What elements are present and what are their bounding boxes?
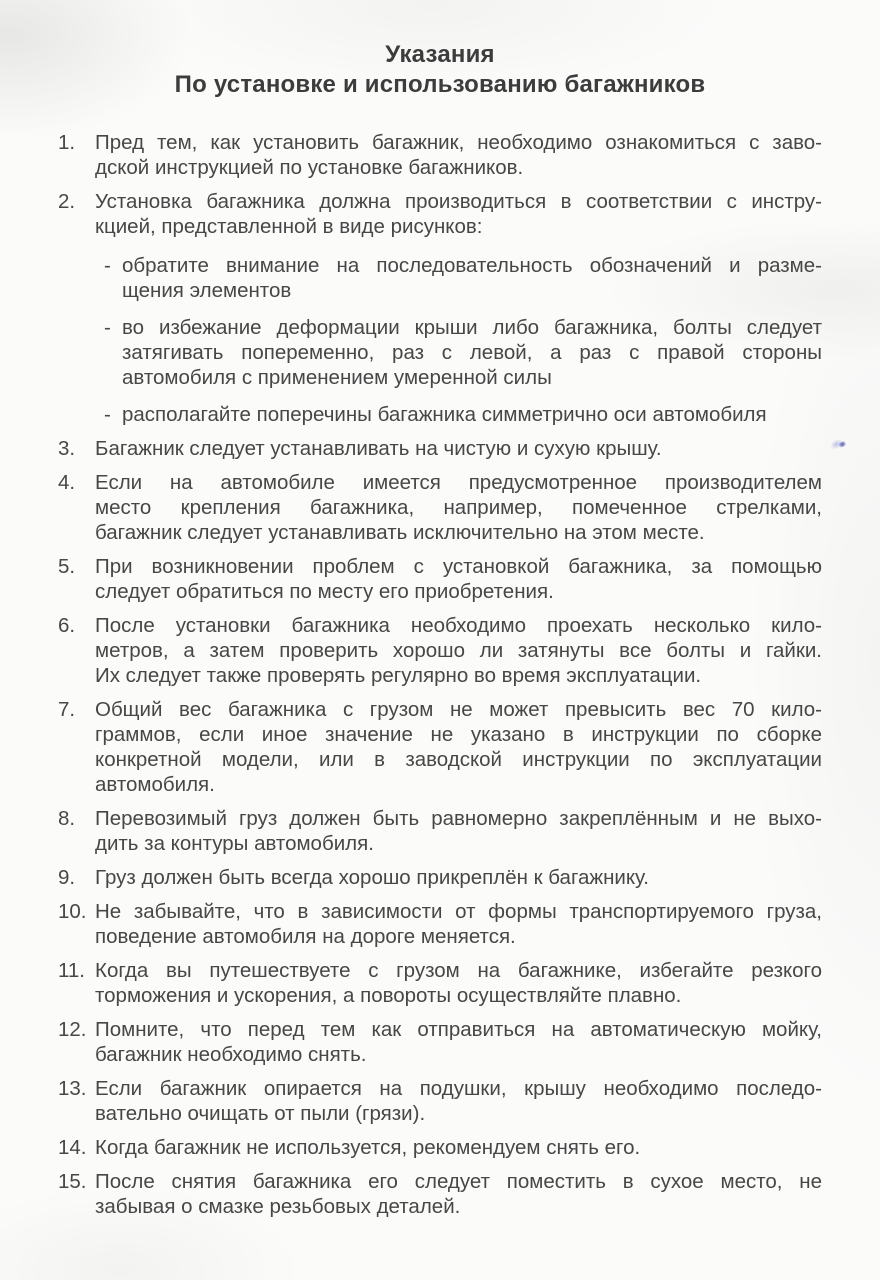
text-line: кцией, представленной в виде рисунков:	[95, 215, 483, 238]
text-line: располагайте поперечины багажника симметрично оси автомобиля	[122, 403, 767, 426]
document-title	[0, 40, 880, 100]
text-line: дской инструкцией по установке багажников.	[95, 156, 524, 179]
item-number: 5.	[58, 555, 76, 578]
text-line: дить за контуры автомобиля.	[95, 832, 374, 855]
item-text	[95, 436, 822, 461]
item-text	[122, 315, 822, 390]
item-number: 2.	[58, 190, 76, 213]
text-line: поведение автомобиля на дороге меняется.	[95, 925, 516, 948]
list-item	[58, 130, 822, 180]
item-text	[122, 253, 822, 303]
text-line: обратите внимание на последовательность обозначений и разме-	[122, 254, 822, 277]
text-line: торможения и ускорения, а повороты осуществляйте плавно.	[95, 984, 682, 1007]
text-line: вательно очищать от пыли (грязи).	[95, 1102, 426, 1125]
item-text	[95, 470, 822, 545]
list-item	[58, 189, 822, 239]
dash-bullet: -	[104, 403, 111, 426]
text-line: Не забывайте, что в зависимости от формы транспортируемого груза,	[95, 900, 822, 923]
text-line: При возникновении проблем с установкой багажника, за помощью	[95, 555, 822, 578]
list-item	[58, 958, 822, 1008]
text-line: метров, а затем проверить хорошо ли затянуты все болты и гайки.	[95, 639, 822, 662]
text-line: затягивать попеременно, раз с левой, а раз с правой стороны	[122, 341, 822, 364]
item-number: 12.	[58, 1018, 87, 1041]
list-item	[58, 436, 822, 461]
item-number: 1.	[58, 131, 76, 154]
list-item	[58, 613, 822, 688]
item-number: 9.	[58, 866, 76, 889]
item-text	[95, 613, 822, 688]
text-line: Перевозимый груз должен быть равномерно закреплённым и не выхо-	[95, 807, 822, 830]
title-line-1: Указания	[385, 41, 495, 68]
text-line: Если на автомобиле имеется предусмотренное производителем	[95, 471, 822, 494]
text-line: автомобиля с применением умеренной силы	[122, 366, 552, 389]
instruction-list	[0, 130, 880, 1219]
item-text	[95, 697, 822, 797]
item-text	[95, 806, 822, 856]
list-item	[58, 806, 822, 856]
text-line: Общий вес багажника с грузом не может превысить вес 70 кило-	[95, 698, 822, 721]
text-line: Пред тем, как установить багажник, необходимо ознакомиться с заво-	[95, 131, 822, 154]
text-line: багажник следует устанавливать исключительно на этом месте.	[95, 521, 705, 544]
list-item	[58, 899, 822, 949]
item-text	[95, 1017, 822, 1067]
item-text	[95, 1076, 822, 1126]
text-line: щения элементов	[122, 279, 292, 302]
list-item	[58, 1169, 822, 1219]
text-line: Когда вы путешествуете с грузом на багажнике, избегайте резкого	[95, 959, 822, 982]
item-text	[122, 402, 822, 427]
item-number: 4.	[58, 471, 76, 494]
item-number: 15.	[58, 1170, 87, 1193]
text-line: Груз должен быть всегда хорошо прикреплён к багажнику.	[95, 866, 649, 889]
sub-item	[104, 253, 822, 303]
item-text	[95, 1169, 822, 1219]
text-line: Если багажник опирается на подушки, крышу необходимо последо-	[95, 1077, 822, 1100]
item-number: 8.	[58, 807, 76, 830]
text-line: Багажник следует устанавливать на чистую и сухую крышу.	[95, 437, 662, 460]
text-line: забывая о смазке резьбовых деталей.	[95, 1195, 461, 1218]
sub-item	[104, 315, 822, 390]
item-number: 10.	[58, 900, 87, 923]
dash-bullet: -	[104, 254, 111, 277]
title-line-2: По установке и использованию багажников	[174, 71, 706, 98]
sub-item	[104, 402, 822, 427]
text-line: во избежание деформации крыши либо багажника, болты следует	[122, 316, 822, 339]
list-item	[58, 697, 822, 797]
item-text	[95, 1135, 822, 1160]
text-line: После снятия багажника его следует поместить в сухое место, не	[95, 1170, 822, 1193]
text-line: После установки багажника необходимо проехать несколько кило-	[95, 614, 822, 637]
item-text	[95, 554, 822, 604]
text-line: багажник необходимо снять.	[95, 1043, 367, 1066]
item-number: 13.	[58, 1077, 87, 1100]
text-line: место крепления багажника, например, помеченное стрелками,	[95, 496, 822, 519]
list-item	[58, 1135, 822, 1160]
item-number: 14.	[58, 1136, 87, 1159]
item-number: 11.	[58, 959, 85, 982]
item-text	[95, 130, 822, 180]
text-line: Их следует также проверять регулярно во время эксплуатации.	[95, 664, 702, 687]
item-text	[95, 865, 822, 890]
text-line: Помните, что перед тем как отправиться на автоматическую мойку,	[95, 1018, 822, 1041]
list-item	[58, 1076, 822, 1126]
item-number: 6.	[58, 614, 76, 637]
list-item	[58, 470, 822, 545]
dash-bullet: -	[104, 316, 111, 339]
text-line: Установка багажника должна производиться в соответствии с инстру-	[95, 190, 822, 213]
text-line: следует обратиться по месту его приобретения.	[95, 580, 554, 603]
text-line: граммов, если иное значение не указано в инструкции по сборке	[95, 723, 822, 746]
item-number: 7.	[58, 698, 76, 721]
text-line: Когда багажник не используется, рекомендуем снять его.	[95, 1136, 641, 1159]
text-line: конкретной модели, или в заводской инструкции по эксплуатации	[95, 748, 822, 771]
item-text	[95, 958, 822, 1008]
list-item	[58, 1017, 822, 1067]
item-number: 3.	[58, 437, 76, 460]
list-item	[58, 865, 822, 890]
list-item	[58, 554, 822, 604]
item-text	[95, 899, 822, 949]
text-line: автомобиля.	[95, 773, 215, 796]
item-text	[95, 189, 822, 239]
